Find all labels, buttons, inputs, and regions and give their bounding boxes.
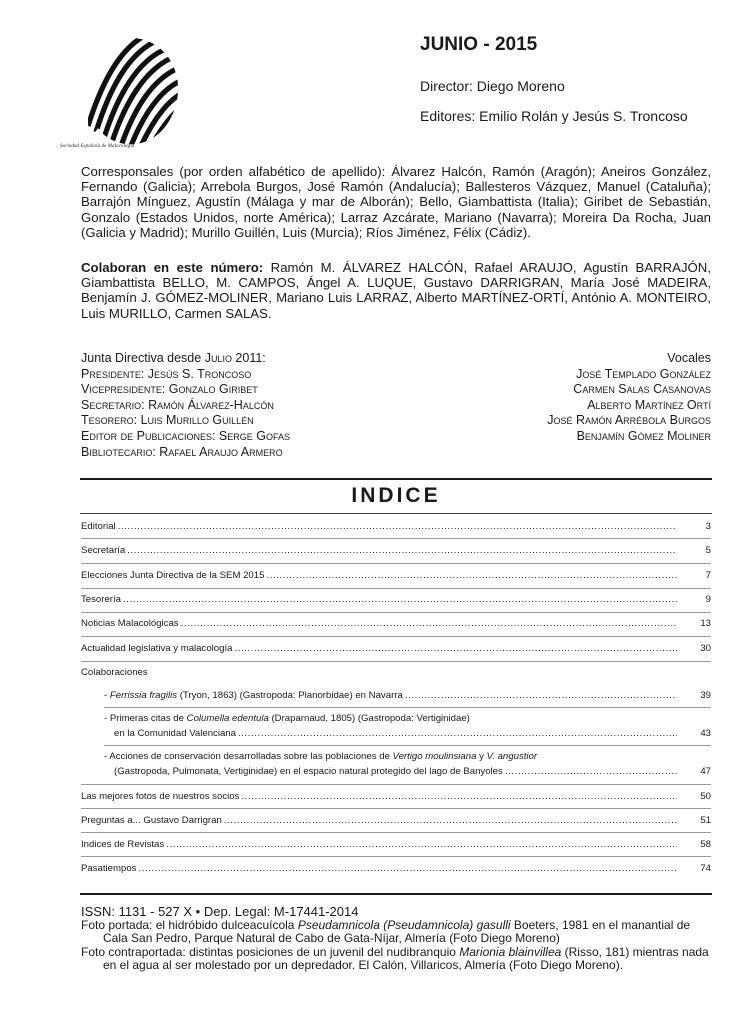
vocal-member: Benjamín Gómez Moliner <box>576 428 711 443</box>
editors-line: Editores: Emilio Rolán y Jesús S. Troncoso <box>420 108 688 124</box>
divider <box>81 538 711 539</box>
index-entry[interactable]: Noticias Malacológicas ..... 13 <box>81 618 711 630</box>
index-entry[interactable]: Pasatiempos ..... 74 <box>81 863 711 875</box>
vocal-member: Carmen Salas Casanovas <box>573 382 711 397</box>
logo-caption: Sociedad Española de Malacología <box>60 144 135 149</box>
index-entry[interactable]: Secretaría ..... 5 <box>81 545 711 557</box>
index-entry[interactable]: Elecciones Junta Directiva de la SEM 2015 ..... 7 <box>81 570 711 582</box>
collaborators-label: Colaboran en este número: <box>81 260 264 275</box>
index-entry[interactable]: Tesorería ..... 9 <box>81 594 711 606</box>
divider <box>81 636 711 637</box>
index-section-heading: Colaboraciones <box>81 667 148 678</box>
page-number: 51 <box>700 815 711 826</box>
cover-photo-caption: Foto portada: el hidróbido dulceacuícola Pseudamnicola (Pseudamnicola) gasulli Boeters, 1981 en el manantial de Cala San Pedro, Parque Natural de Cabo de Gata-Níjar, Almería (Foto Diego Moreno) <box>81 917 691 946</box>
divider <box>81 856 711 857</box>
divider <box>104 745 711 746</box>
board-of-directors <box>81 351 290 460</box>
director-line: Director: Diego Moreno <box>420 78 565 94</box>
footer <box>81 905 711 973</box>
board-member: Tesorero: Luis Murillo Guillén <box>81 413 254 428</box>
page-number: 7 <box>705 570 711 581</box>
divider <box>81 784 711 785</box>
divider <box>81 563 711 564</box>
divider <box>81 808 711 809</box>
index-entry[interactable]: - Ferrissia fragilis (Tryon, 1863) (Gastropoda: Planorbidae) en Navarra ..... 39 <box>104 690 711 702</box>
page-number: 43 <box>700 728 711 739</box>
divider <box>80 513 712 514</box>
board-heading: Junta Directiva desde Julio 2011: <box>81 351 266 365</box>
page-number: 13 <box>700 618 711 629</box>
page-number: 9 <box>705 594 711 605</box>
divider <box>80 478 712 480</box>
board-member: Vicepresidente: Gonzalo Giribet <box>81 382 258 397</box>
index-entry[interactable]: Editorial ..... 3 <box>81 521 711 533</box>
board-member: Presidente: Jesús S. Troncoso <box>81 366 252 381</box>
correspondents-paragraph: Corresponsales (por orden alfabético de apellido): Álvarez Halcón, Ramón (Aragón); Aneiros González, Fernando (Galicia); Arrebola Burgos, José Ramón (Andalucía); Ballesteros Vázquez, Manuel (Cataluña); Barrajón Mínguez, Agustín (Málaga y mar de Alborán); Bello, Giambattista (Italia); Giribet de Sebastián, Gonzalo (Estados Unidos, norte América); Larraz Azcárate, Mariano (Navarra); Moreira Da Rocha, Juan (Galicia y Madrid); Murillo Guillén, Luis (Murcia); Ríos Jiménez, Félix (Cádiz). <box>81 164 711 240</box>
vocales-list <box>547 351 711 445</box>
page-number: 74 <box>700 863 711 874</box>
society-logo-icon <box>76 30 186 155</box>
collaborators-names: Ramón M. ÁLVAREZ HALCÓN, Rafael ARAUJO, Agustín BARRAJÓN, Giambattista BELLO, M. CAMPOS, Ángel A. LUQUE, Gustavo DARRIGRAN, María José MADEIRA, Benjamín J. GÓMEZ-MOLINER, Mariano Luis LARRAZ, Alberto MARTÍNEZ-ORTÍ, António A. MONTEIRO, Luis MURILLO, Carmen SALAS. <box>81 260 711 321</box>
index-entry[interactable]: Actualidad legislativa y malacología ..... 30 <box>81 643 711 655</box>
vocal-member: José Templado González <box>576 366 711 381</box>
divider <box>80 893 712 895</box>
page-number: 50 <box>700 791 711 802</box>
divider <box>81 612 711 613</box>
index-entry[interactable]: - Acciones de conservación desarrolladas sobre las poblaciones de Vertigo moulinsiana y V. angustior (Gastropoda, Pulmonata, Vertiginidae) en el espacio natural protegido del lago de Banyoles ..... 47 <box>104 751 711 778</box>
back-cover-photo-caption: Foto contraportada: distintas posiciones de un juvenil del nudibranquio Marionia blainvillea (Risso, 181) mientras nada en el agua al ser molestado por un depredador. El Calón, Villaricos, Almería (Foto Diego Moreno). <box>81 944 709 973</box>
page-number: 39 <box>700 690 711 701</box>
index-entry[interactable]: - Primeras citas de Columella edentula (Draparnaud, 1805) (Gastropoda: Vertiginidae) en la Comunidad Valenciana ..... 43 <box>104 713 711 740</box>
vocales-heading: Vocales <box>667 351 711 365</box>
issn-line: ISSN: 1131 - 527 X • Dep. Legal: M-17441-2014 <box>81 904 359 919</box>
divider <box>81 661 711 662</box>
vocal-member: José Ramón Arrébola Burgos <box>547 413 711 428</box>
page-number: 58 <box>700 839 711 850</box>
page-number: 30 <box>700 643 711 654</box>
board-member: Bibliotecario: Rafael Araujo Armero <box>81 444 283 459</box>
index-entry[interactable]: Preguntas a... Gustavo Darrigran ..... 51 <box>81 815 711 827</box>
vocal-member: Alberto Martínez Ortí <box>587 397 711 412</box>
collaborators-paragraph <box>81 260 711 321</box>
board-member: Secretario: Ramón Álvarez-Halcón <box>81 397 274 412</box>
board-member: Editor de Publicaciones: Serge Gofas <box>81 428 290 443</box>
page-number: 5 <box>705 545 711 556</box>
index-entry[interactable]: Indices de Revistas ..... 58 <box>81 839 711 851</box>
index-title: INDICE <box>351 484 441 507</box>
index-entry[interactable]: Las mejores fotos de nuestros socios ..... 50 <box>81 791 711 803</box>
page-number: 47 <box>700 766 711 777</box>
divider <box>81 588 711 589</box>
page-number: 3 <box>705 521 711 532</box>
divider <box>104 707 711 708</box>
issue-date: JUNIO - 2015 <box>420 34 538 55</box>
divider <box>81 832 711 833</box>
